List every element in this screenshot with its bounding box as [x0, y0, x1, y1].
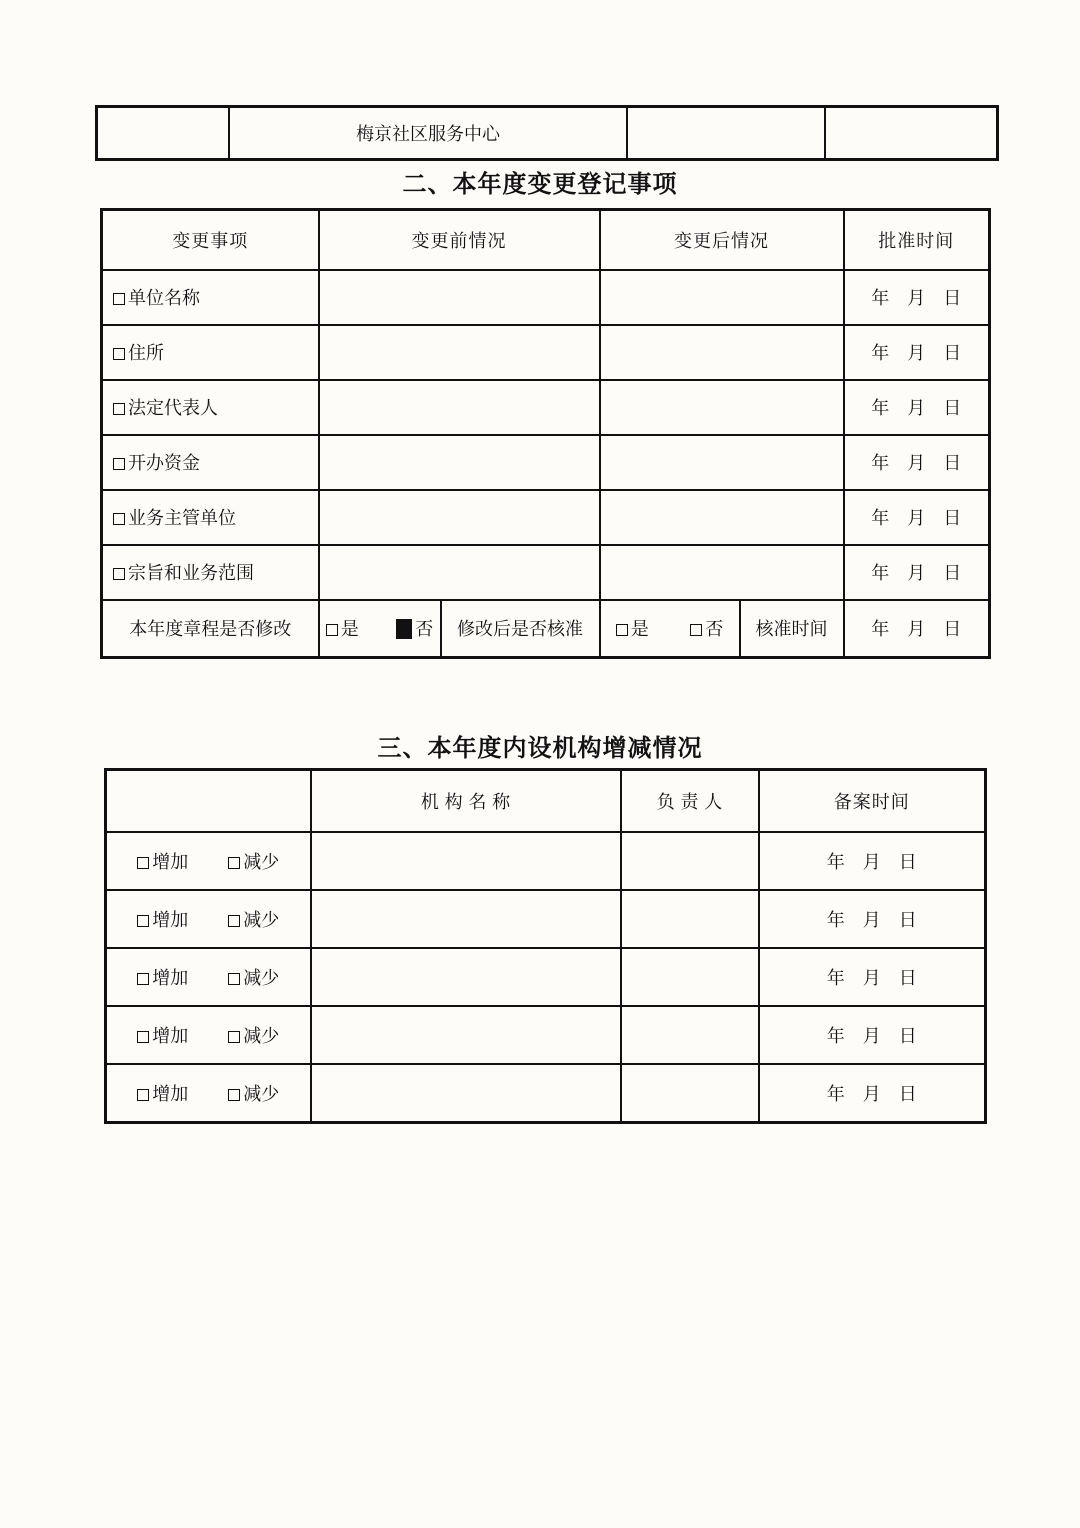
add-checkbox[interactable] — [137, 857, 149, 869]
month-label: 月 — [862, 968, 881, 990]
filing-date[interactable] — [759, 832, 986, 890]
header-approval-time: 批准时间 — [844, 210, 990, 270]
approved-yes-label: 是 — [630, 619, 649, 641]
change-registration-table — [100, 208, 991, 659]
year-label: 年 — [871, 343, 890, 364]
before-cell[interactable] — [319, 325, 600, 380]
after-cell[interactable] — [600, 545, 844, 600]
month-label: 月 — [907, 563, 926, 584]
add-reduce-options — [106, 1006, 311, 1064]
table-row — [106, 1006, 986, 1064]
day-label: 日 — [898, 1026, 917, 1048]
person-cell[interactable] — [621, 832, 759, 890]
day-label: 日 — [943, 398, 962, 419]
checkbox[interactable] — [113, 403, 125, 415]
reduce-label: 减少 — [243, 1084, 280, 1106]
month-label: 月 — [862, 909, 881, 931]
header-person: 负 责 人 — [621, 770, 759, 832]
add-reduce-options — [106, 890, 311, 948]
approved-no-checkbox[interactable] — [690, 624, 702, 636]
person-cell[interactable] — [621, 890, 759, 948]
section3-title: 三、本年度内设机构增减情况 — [377, 734, 703, 762]
change-item-label: 开办资金 — [128, 453, 200, 474]
after-cell[interactable] — [600, 325, 844, 380]
after-cell[interactable] — [600, 270, 844, 325]
checkbox[interactable] — [113, 348, 125, 360]
after-cell[interactable] — [600, 490, 844, 545]
charter-row — [102, 600, 990, 658]
approved-no-label: 否 — [705, 619, 724, 641]
month-label: 月 — [862, 851, 881, 873]
table-row — [102, 490, 990, 545]
day-label: 日 — [898, 1084, 917, 1106]
header-blank — [106, 770, 311, 832]
add-label: 增加 — [152, 968, 189, 990]
reduce-checkbox[interactable] — [228, 973, 240, 985]
day-label: 日 — [943, 619, 962, 641]
section2-title: 二、本年度变更登记事项 — [402, 170, 678, 198]
change-item-cell — [102, 435, 319, 490]
charter-label: 本年度章程是否修改 — [102, 600, 319, 658]
month-label: 月 — [907, 343, 926, 364]
year-label: 年 — [871, 288, 890, 309]
change-item-label: 法定代表人 — [128, 398, 218, 419]
add-reduce-options — [106, 832, 311, 890]
month-label: 月 — [862, 1084, 881, 1106]
add-checkbox[interactable] — [137, 915, 149, 927]
filing-date[interactable] — [759, 948, 986, 1006]
change-item-cell — [102, 380, 319, 435]
change-item-label: 住所 — [128, 343, 164, 364]
person-cell[interactable] — [621, 948, 759, 1006]
month-label: 月 — [907, 453, 926, 474]
year-label: 年 — [871, 563, 890, 584]
approval-date[interactable] — [844, 435, 990, 490]
unit-name-cell[interactable] — [311, 832, 621, 890]
add-label: 增加 — [152, 909, 189, 931]
filing-date[interactable] — [759, 1006, 986, 1064]
month-label: 月 — [862, 1026, 881, 1048]
header-unit-name: 机 构 名 称 — [311, 770, 621, 832]
table-row — [106, 1064, 986, 1122]
year-label: 年 — [826, 968, 845, 990]
charter-yes-label: 是 — [340, 619, 359, 641]
unit-name-cell[interactable] — [311, 948, 621, 1006]
table-row — [102, 380, 990, 435]
person-cell[interactable] — [621, 1006, 759, 1064]
table-row — [102, 545, 990, 600]
table-row — [102, 435, 990, 490]
day-label: 日 — [943, 453, 962, 474]
before-cell[interactable] — [319, 435, 600, 490]
approval-date[interactable] — [844, 600, 990, 658]
change-item-cell — [102, 270, 319, 325]
internal-units-table — [104, 768, 987, 1124]
checkbox[interactable] — [113, 513, 125, 525]
change-item-label: 单位名称 — [128, 288, 200, 309]
day-label: 日 — [898, 851, 917, 873]
before-cell[interactable] — [319, 490, 600, 545]
approved-yes-checkbox[interactable] — [616, 624, 628, 636]
charter-no-checkbox-checked[interactable] — [396, 619, 412, 639]
reduce-label: 减少 — [243, 1026, 280, 1048]
checkbox[interactable] — [113, 568, 125, 580]
header-before: 变更前情况 — [319, 210, 600, 270]
table-row — [106, 948, 986, 1006]
change-item-label: 宗旨和业务范围 — [128, 563, 254, 584]
unit-name-cell[interactable] — [311, 1064, 621, 1122]
year-label: 年 — [871, 453, 890, 474]
approval-date[interactable] — [844, 545, 990, 600]
reduce-label: 减少 — [243, 851, 280, 873]
year-label: 年 — [871, 619, 890, 641]
add-label: 增加 — [152, 1084, 189, 1106]
year-label: 年 — [826, 1084, 845, 1106]
change-item-cell — [102, 545, 319, 600]
day-label: 日 — [943, 508, 962, 529]
checkbox[interactable] — [113, 458, 125, 470]
reduce-label: 减少 — [243, 909, 280, 931]
after-cell[interactable] — [600, 435, 844, 490]
unit-name-cell[interactable] — [311, 1006, 621, 1064]
month-label: 月 — [907, 619, 926, 641]
org-name: 梅京社区服务中心 — [229, 107, 627, 160]
header-change-item: 变更事项 — [102, 210, 319, 270]
add-reduce-options — [106, 948, 311, 1006]
year-label: 年 — [826, 1026, 845, 1048]
charter-no-label: 否 — [415, 619, 434, 641]
day-label: 日 — [898, 968, 917, 990]
top-strip-table — [95, 105, 999, 161]
add-label: 增加 — [152, 1026, 189, 1048]
table-row — [102, 270, 990, 325]
add-checkbox[interactable] — [137, 973, 149, 985]
table-row — [102, 325, 990, 380]
add-checkbox[interactable] — [137, 1031, 149, 1043]
person-cell[interactable] — [621, 1064, 759, 1122]
approve-time-label: 核准时间 — [740, 600, 844, 658]
checkbox[interactable] — [113, 293, 125, 305]
month-label: 月 — [907, 288, 926, 309]
day-label: 日 — [943, 288, 962, 309]
approval-date[interactable] — [844, 380, 990, 435]
approval-date[interactable] — [844, 270, 990, 325]
filing-date[interactable] — [759, 890, 986, 948]
top-strip-cell-3 — [627, 107, 825, 160]
approval-date[interactable] — [844, 490, 990, 545]
before-cell[interactable] — [319, 545, 600, 600]
header-filing-time: 备案时间 — [759, 770, 986, 832]
day-label: 日 — [943, 563, 962, 584]
add-label: 增加 — [152, 851, 189, 873]
year-label: 年 — [871, 398, 890, 419]
reduce-label: 减少 — [243, 968, 280, 990]
add-reduce-options — [106, 1064, 311, 1122]
top-strip-cell-4 — [825, 107, 998, 160]
reduce-checkbox[interactable] — [228, 1031, 240, 1043]
reduce-checkbox[interactable] — [228, 1089, 240, 1101]
reduce-checkbox[interactable] — [228, 915, 240, 927]
unit-name-cell[interactable] — [311, 890, 621, 948]
add-checkbox[interactable] — [137, 1089, 149, 1101]
month-label: 月 — [907, 398, 926, 419]
charter-yes-checkbox[interactable] — [326, 624, 338, 636]
top-strip-cell-1 — [97, 107, 230, 160]
filing-date[interactable] — [759, 1064, 986, 1122]
after-cell[interactable] — [600, 380, 844, 435]
approved-label: 修改后是否核准 — [441, 600, 600, 658]
table-row — [106, 890, 986, 948]
day-label: 日 — [898, 909, 917, 931]
approved-options — [600, 600, 740, 658]
before-cell[interactable] — [319, 270, 600, 325]
year-label: 年 — [826, 909, 845, 931]
approval-date[interactable] — [844, 325, 990, 380]
table-row — [106, 832, 986, 890]
before-cell[interactable] — [319, 380, 600, 435]
change-item-cell — [102, 490, 319, 545]
change-item-label: 业务主管单位 — [128, 508, 236, 529]
day-label: 日 — [943, 343, 962, 364]
reduce-checkbox[interactable] — [228, 857, 240, 869]
header-after: 变更后情况 — [600, 210, 844, 270]
change-item-cell — [102, 325, 319, 380]
month-label: 月 — [907, 508, 926, 529]
year-label: 年 — [871, 508, 890, 529]
year-label: 年 — [826, 851, 845, 873]
charter-modified-options — [319, 600, 441, 658]
